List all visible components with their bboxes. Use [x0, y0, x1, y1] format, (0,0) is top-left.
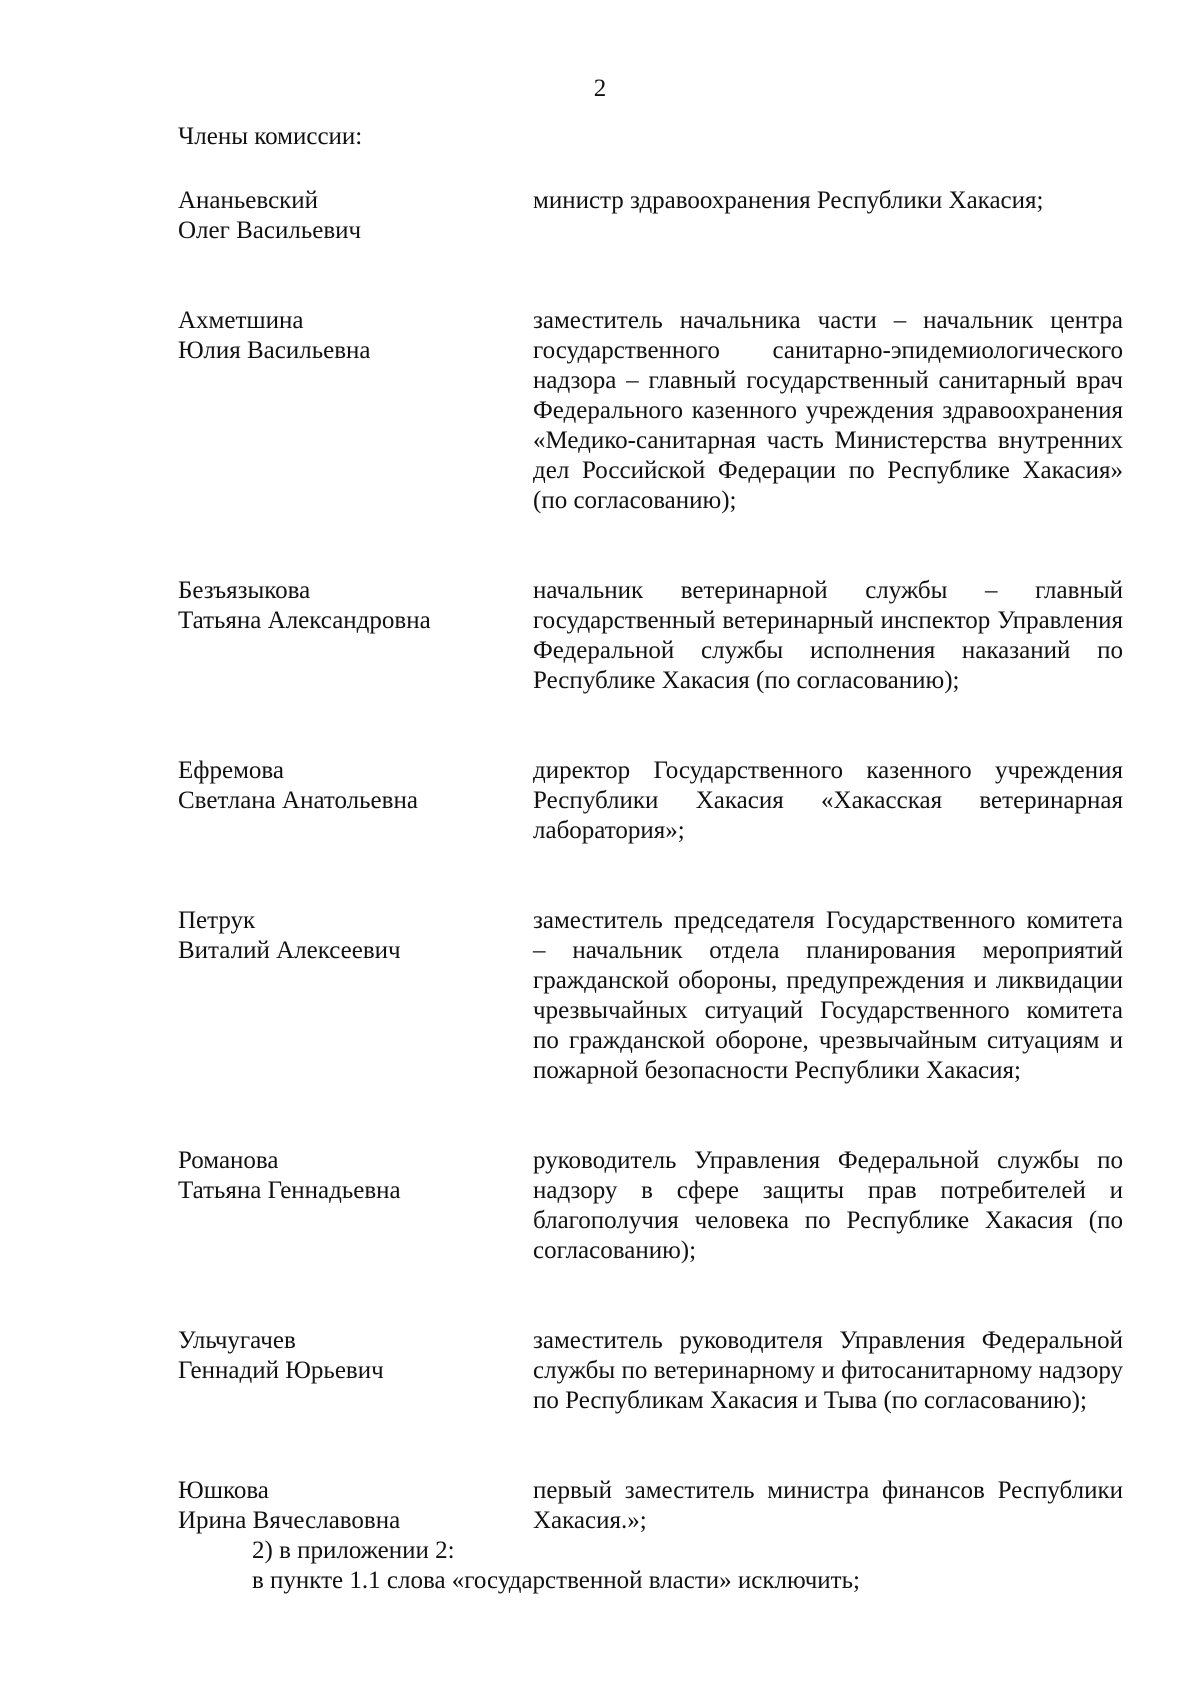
member-surname: Ефремова: [178, 757, 284, 784]
member-surname: Петрук: [178, 907, 256, 934]
member-list: [178, 186, 1123, 1596]
amendment-line: в пункте 1.1 слова «государственной власти» исключить;: [252, 1567, 860, 1594]
page-number: 2: [593, 75, 607, 102]
member-name: [178, 306, 533, 516]
member-role: заместитель начальника части – начальник центра государственного санитарно-эпидемиологического надзора – главный государственный санитарный врач Федерального казенного учреждения здравоохранения «Медико-санитарная часть Министерства внутренних дел Российской Федерации по Республике Хакасия» (по согласованию);: [533, 307, 1123, 514]
member-surname: Ананьевский: [178, 187, 319, 214]
member-surname: Юшкова: [178, 1477, 269, 1504]
member-given-names: Олег Васильевич: [178, 217, 362, 244]
member-role: начальник ветеринарной службы – главный государственный ветеринарный инспектор Управления Федеральной службы исполнения наказаний по Республике Хакасия (по согласованию);: [533, 577, 1123, 694]
member-name: [178, 756, 533, 846]
member-name: [178, 906, 533, 1086]
member-role: директор Государственного казенного учреждения Республики Хакасия «Хакасская ветеринарная лаборатория»;: [533, 757, 1123, 844]
amendment-line: 2) в приложении 2:: [252, 1537, 455, 1564]
member-row: [178, 306, 1123, 516]
member-row: [178, 1476, 1123, 1536]
member-given-names: Светлана Анатольевна: [178, 787, 418, 814]
member-given-names: Юлия Васильевна: [178, 337, 371, 364]
member-row: [178, 1326, 1123, 1416]
member-name: [178, 1146, 533, 1266]
member-name: [178, 576, 533, 696]
member-surname: Ахметшина: [178, 307, 304, 334]
amendments-paragraph: [252, 1536, 860, 1596]
member-role: первый заместитель министра финансов Республики Хакасия.»;: [533, 1477, 1123, 1534]
member-name: [178, 186, 533, 246]
member-given-names: Геннадий Юрьевич: [178, 1357, 384, 1384]
section-title: Члены комиссии:: [178, 123, 363, 150]
member-name: [178, 1326, 533, 1416]
member-given-names: Виталий Алексеевич: [178, 937, 401, 964]
member-row: [178, 756, 1123, 846]
member-given-names: Татьяна Александровна: [178, 607, 431, 634]
member-row: [178, 906, 1123, 1086]
member-role: заместитель руководителя Управления Федеральной службы по ветеринарному и фитосанитарному надзору по Республикам Хакасия и Тыва (по согласованию);: [533, 1327, 1123, 1414]
member-row: [178, 1146, 1123, 1266]
member-surname: Романова: [178, 1147, 279, 1174]
member-surname: Ульчугачев: [178, 1327, 296, 1354]
member-surname: Безъязыкова: [178, 577, 311, 604]
member-role: заместитель председателя Государственного комитета – начальник отдела планирования мероприятий гражданской обороны, предупреждения и ликвидации чрезвычайных ситуаций Государственного комитета по гражданской обороне, чрезвычайным ситуациям и пожарной безопасности Республики Хакасия;: [533, 907, 1123, 1084]
member-row: [178, 576, 1123, 696]
member-given-names: Татьяна Геннадьевна: [178, 1177, 401, 1204]
member-role: руководитель Управления Федеральной службы по надзору в сфере защиты прав потребителей и благополучия человека по Республике Хакасия (по согласованию);: [533, 1147, 1123, 1264]
member-given-names: Ирина Вячеславовна: [178, 1507, 401, 1534]
member-role: министр здравоохранения Республики Хакасия;: [533, 187, 1044, 214]
member-row: [178, 186, 1123, 246]
member-name: [178, 1476, 533, 1536]
